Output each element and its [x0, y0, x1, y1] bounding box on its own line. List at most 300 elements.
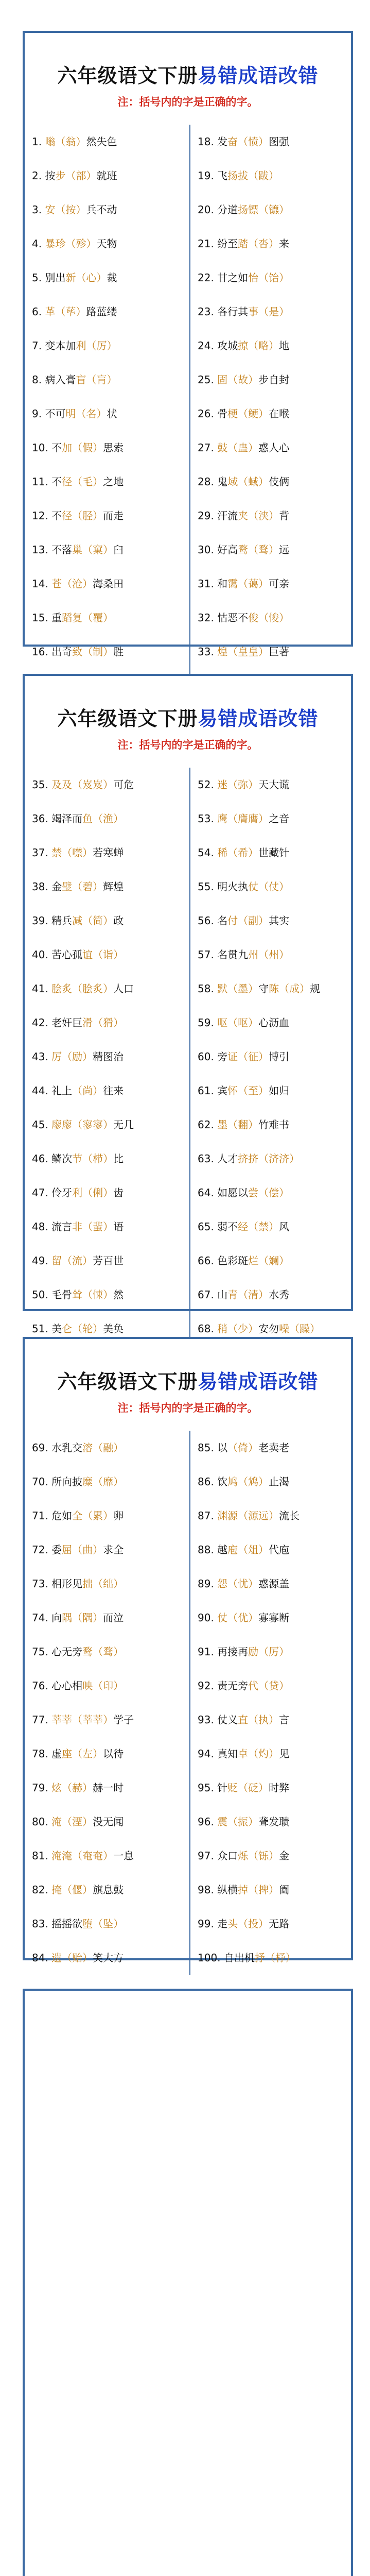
entry-text: 人才: [217, 1153, 238, 1165]
idiom-entry: [32, 1907, 186, 1941]
highlighted-char: （蜚）: [82, 1221, 114, 1233]
highlighted-char: （故）: [227, 374, 259, 386]
entry-number: 24.: [198, 340, 218, 352]
highlighted-char: （捭）: [248, 1884, 279, 1896]
highlighted-char: 利: [76, 340, 86, 352]
sheet-title: [25, 1366, 351, 1394]
entry-text: 按: [45, 170, 56, 182]
highlighted-char: 贬: [227, 1782, 238, 1794]
highlighted-char: 鹜: [82, 1646, 93, 1658]
highlighted-char: （融）: [93, 1442, 124, 1454]
entry-text: 重: [51, 612, 62, 624]
entry-text: 礼上: [51, 1084, 73, 1097]
entry-text: 水乳交: [51, 1442, 83, 1454]
entry-number: 67.: [198, 1289, 218, 1301]
entry-number: 36.: [32, 812, 52, 825]
entry-number: 89.: [198, 1578, 218, 1590]
highlighted-char: 复: [72, 612, 83, 624]
entry-text: 而泣: [103, 1612, 124, 1624]
idiom-entry: [198, 363, 352, 397]
highlighted-char: （躁）: [289, 1323, 321, 1335]
entry-text: 不: [51, 442, 62, 454]
entry-number: 26.: [198, 408, 218, 420]
entry-text: 海桑田: [93, 578, 124, 590]
highlighted-char: 默: [217, 982, 228, 995]
entry-text: 饮: [217, 1476, 228, 1488]
idiom-entry: [198, 836, 352, 870]
idiom-entry: [32, 1074, 186, 1108]
right-column: [198, 125, 352, 703]
entry-text: 不: [51, 476, 62, 488]
entry-number: 78.: [32, 1748, 52, 1760]
entry-text: 远: [279, 544, 290, 556]
entry-number: 46.: [32, 1153, 52, 1165]
highlighted-char: （墨）: [227, 982, 259, 995]
highlighted-char: 励: [248, 1646, 259, 1658]
highlighted-char: （尚）: [72, 1084, 103, 1097]
entry-number: 93.: [198, 1714, 218, 1726]
sheet-note: 注：括号内的字是正确的字。: [117, 739, 258, 751]
highlighted-char: （荜）: [55, 306, 86, 318]
highlighted-char: 径: [62, 476, 73, 488]
highlighted-char: （碧）: [72, 880, 103, 893]
entry-number: 60.: [198, 1050, 218, 1063]
entry-text: 芳百世: [93, 1255, 124, 1267]
entry-text: 背: [279, 510, 290, 522]
highlighted-char: （骛）: [93, 1646, 124, 1658]
idiom-entry: [32, 836, 186, 870]
highlighted-char: 座: [62, 1748, 73, 1760]
highlighted-char: （斓）: [258, 1255, 290, 1267]
idiom-entry: [198, 193, 352, 227]
highlighted-char: 代: [248, 1680, 259, 1692]
highlighted-char: 扬: [227, 170, 238, 182]
entry-number: 73.: [32, 1578, 52, 1590]
highlighted-char: 明: [65, 408, 76, 420]
highlighted-char: （简）: [82, 914, 114, 927]
highlighted-char: （弥）: [227, 778, 259, 791]
highlighted-char: 璧: [62, 880, 73, 893]
highlighted-char: 暴: [45, 238, 56, 250]
entry-text: 聋发聩: [258, 1816, 290, 1828]
highlighted-char: （优）: [227, 1612, 259, 1624]
highlighted-char: 新: [65, 272, 76, 284]
highlighted-char: （沧）: [62, 578, 93, 590]
entry-text: 天物: [96, 238, 117, 250]
highlighted-char: 屈: [62, 1544, 73, 1556]
entry-text: 安勿: [258, 1323, 279, 1335]
highlighted-char: （俐）: [82, 1187, 114, 1199]
idiom-entry: [198, 1635, 352, 1669]
idiom-entry: [32, 1567, 186, 1601]
highlighted-char: 掉: [238, 1884, 249, 1896]
idiom-entry: [32, 1210, 186, 1244]
entry-number: 95.: [198, 1782, 218, 1794]
highlighted-char: （镳）: [258, 204, 290, 216]
entry-text: 金: [51, 880, 62, 893]
highlighted-char: 噪: [279, 1323, 290, 1335]
entry-text: 纵横: [217, 1884, 238, 1896]
entry-text: 胜: [113, 646, 124, 658]
highlighted-char: 夹: [238, 510, 249, 522]
idiom-entry: [198, 1737, 352, 1771]
entry-number: 33.: [198, 646, 218, 658]
entry-number: 65.: [198, 1221, 218, 1233]
idiom-entry: [32, 1703, 186, 1737]
entry-number: 13.: [32, 544, 52, 556]
entry-text: 越: [217, 1544, 228, 1556]
highlighted-char: 抒: [254, 1952, 265, 1964]
highlighted-char: 非: [72, 1221, 83, 1233]
highlighted-char: （毛）: [72, 476, 103, 488]
idiom-entry: [198, 295, 352, 329]
highlighted-char: （希）: [227, 846, 259, 859]
highlighted-char: （绌）: [93, 1578, 124, 1590]
highlighted-char: 鼓: [217, 442, 228, 454]
entry-text: 好高: [217, 544, 238, 556]
idiom-entry: [198, 1176, 352, 1210]
idiom-entry: [198, 1805, 352, 1839]
title-part-blue: 易错成语改错: [198, 1370, 319, 1393]
sheet-note: 注：括号内的字是正确的字。: [117, 96, 258, 108]
entry-text: 无几: [113, 1118, 134, 1131]
entry-number: 23.: [198, 306, 218, 318]
entry-text: 心心相: [51, 1680, 83, 1692]
highlighted-char: （按）: [55, 204, 86, 216]
entry-number: 27.: [198, 442, 218, 454]
highlighted-char: （脍炙）: [72, 982, 114, 995]
entry-text: 兵不动: [86, 204, 117, 216]
entry-text: 自出机: [223, 1952, 255, 1964]
entry-text: 寡寡断: [258, 1612, 290, 1624]
highlighted-char: （禁）: [248, 1221, 279, 1233]
idiom-entry: [198, 261, 352, 295]
idiom-entry: [198, 1431, 352, 1465]
idiom-entry: [32, 768, 186, 802]
highlighted-char: 禁: [51, 846, 62, 859]
entry-number: 56.: [198, 914, 218, 927]
entry-text: 世藏针: [258, 846, 290, 859]
idiom-entry: [32, 1533, 186, 1567]
entry-text: 可亲: [269, 578, 290, 590]
idiom-entry: [198, 1941, 352, 1975]
entry-text: 精兵: [51, 914, 73, 927]
idiom-entry: [32, 1176, 186, 1210]
highlighted-char: （寥寥）: [72, 1118, 114, 1131]
highlighted-char: （励）: [62, 1050, 93, 1063]
entry-text: 宾: [217, 1084, 228, 1097]
entry-number: 42.: [32, 1016, 52, 1029]
highlighted-char: （悚）: [82, 1289, 114, 1301]
highlighted-char: 直: [238, 1714, 249, 1726]
entry-text: 地: [279, 340, 290, 352]
entry-text: 所向披: [51, 1476, 83, 1488]
column-divider: [189, 768, 190, 1346]
entry-number: 98.: [198, 1884, 218, 1896]
entry-text: 齿: [113, 1187, 124, 1199]
highlighted-char: （仗）: [258, 880, 290, 893]
idiom-entry: [32, 1771, 186, 1805]
idiom-entry: [32, 1278, 186, 1312]
highlighted-char: （奄奄）: [72, 1850, 114, 1862]
right-column: [198, 768, 352, 1346]
entry-number: 85.: [198, 1442, 218, 1454]
highlighted-char: 怀: [227, 1084, 238, 1097]
entry-number: 40.: [32, 948, 52, 961]
entry-number: 62.: [198, 1118, 218, 1131]
entry-number: 59.: [198, 1016, 218, 1029]
entry-text: 竹难书: [258, 1118, 290, 1131]
entry-number: 61.: [198, 1084, 218, 1097]
highlighted-char: 留: [51, 1255, 62, 1267]
highlighted-char: 鱼: [82, 812, 93, 825]
idiom-entry: [32, 1941, 186, 1975]
highlighted-char: （浃）: [248, 510, 279, 522]
idiom-entry: [198, 1465, 352, 1499]
entry-number: 16.: [32, 646, 52, 658]
idiom-entry: [198, 1873, 352, 1907]
entry-number: 15.: [32, 612, 52, 624]
highlighted-char: 脍炙: [51, 982, 73, 995]
entry-text: 可危: [113, 778, 134, 791]
entry-text: 攻城: [217, 340, 238, 352]
idiom-entry: [32, 1244, 186, 1278]
entry-text: 阖: [279, 1884, 290, 1896]
entry-number: 66.: [198, 1255, 218, 1267]
entry-text: 代庖: [269, 1544, 290, 1556]
entry-text: 走: [217, 1918, 228, 1930]
highlighted-char: 厉: [51, 1050, 62, 1063]
idiom-entry: [198, 1907, 352, 1941]
entry-text: 一息: [113, 1850, 134, 1862]
highlighted-char: 镖: [248, 204, 259, 216]
idiom-entry: [32, 465, 186, 499]
idiom-entry: [198, 1839, 352, 1873]
entry-text: 思索: [103, 442, 124, 454]
entry-number: 82.: [32, 1884, 52, 1896]
highlighted-char: 霭: [227, 578, 238, 590]
idiom-entry: [32, 1805, 186, 1839]
entry-number: 50.: [32, 1289, 52, 1301]
entry-text: 责无旁: [217, 1680, 249, 1692]
entry-text: 飞: [217, 170, 228, 182]
entry-text: 若寒蝉: [93, 846, 124, 859]
entry-number: 38.: [32, 880, 52, 893]
right-column: [198, 1431, 352, 1975]
title-part-black: 六年级语文下册: [57, 64, 198, 87]
highlighted-char: （投）: [238, 1918, 269, 1930]
entry-text: 不: [51, 510, 62, 522]
entry-text: 变本加: [45, 340, 76, 352]
entry-text: 发: [217, 135, 228, 148]
idiom-entry: [198, 567, 352, 601]
entry-text: 图强: [269, 135, 290, 148]
entry-number: 8.: [32, 374, 45, 386]
entry-text: 美: [51, 1323, 62, 1335]
entry-text: 之地: [103, 476, 124, 488]
entry-text: 时弊: [269, 1782, 290, 1794]
idiom-entry: [32, 193, 186, 227]
highlighted-char: 淹淹: [51, 1850, 73, 1862]
entry-text: 纷至: [217, 238, 238, 250]
entry-number: 4.: [32, 238, 45, 250]
highlighted-char: 遗: [51, 1952, 62, 1964]
title-part-black: 六年级语文下册: [57, 1370, 198, 1393]
entry-number: 45.: [32, 1118, 52, 1131]
highlighted-char: 踏: [238, 238, 249, 250]
highlighted-char: 堕: [82, 1918, 93, 1930]
highlighted-char: （征）: [238, 1050, 269, 1063]
entry-number: 100.: [198, 1952, 224, 1964]
idiom-entry: [198, 227, 352, 261]
entry-text: 美奂: [103, 1323, 124, 1335]
highlighted-char: （俎）: [238, 1544, 269, 1556]
entry-number: 48.: [32, 1221, 52, 1233]
idiom-entry: [198, 1771, 352, 1805]
entry-number: 84.: [32, 1952, 52, 1964]
entry-text: 状: [107, 408, 117, 420]
entry-number: 68.: [198, 1323, 218, 1335]
entry-number: 53.: [198, 812, 218, 825]
highlighted-char: （赫）: [62, 1782, 93, 1794]
idiom-entry: [32, 329, 186, 363]
highlighted-char: 耸: [72, 1289, 83, 1301]
highlighted-char: （忧）: [227, 1578, 259, 1590]
highlighted-char: （蜮）: [238, 476, 269, 488]
idiom-entry: [32, 1142, 186, 1176]
idiom-entry: [32, 295, 186, 329]
highlighted-char: 头: [227, 1918, 238, 1930]
highlighted-char: 拔: [238, 170, 249, 182]
idiom-entry: [198, 1278, 352, 1312]
entry-number: 92.: [198, 1680, 218, 1692]
highlighted-char: （济济）: [258, 1153, 300, 1165]
entry-number: 69.: [32, 1442, 52, 1454]
highlighted-char: 加: [62, 442, 73, 454]
sheet-title: [25, 703, 351, 731]
idiom-entry: [198, 397, 352, 431]
highlighted-char: （饴）: [258, 272, 290, 284]
idiom-entry: [32, 1465, 186, 1499]
entry-number: 63.: [198, 1153, 218, 1165]
idiom-entry: [32, 1040, 186, 1074]
idiom-entry: [32, 1737, 186, 1771]
title-part-black: 六年级语文下册: [57, 707, 198, 730]
highlighted-char: 溶: [82, 1442, 93, 1454]
entry-text: 守: [258, 982, 269, 995]
highlighted-char: （殄）: [65, 238, 97, 250]
highlighted-char: 巢: [72, 544, 83, 556]
entry-text: 色彩斑: [217, 1255, 249, 1267]
highlighted-char: （贷）: [258, 1680, 290, 1692]
highlighted-char: 渊源: [217, 1510, 238, 1522]
highlighted-char: （振）: [227, 1816, 259, 1828]
highlighted-char: 煌: [217, 646, 228, 658]
highlighted-char: （流）: [62, 1255, 93, 1267]
highlighted-char: （贻）: [62, 1952, 93, 1964]
highlighted-char: 盲: [76, 374, 86, 386]
highlighted-char: （制）: [82, 646, 114, 658]
entry-number: 58.: [198, 982, 218, 995]
highlighted-char: 嗡: [45, 135, 56, 148]
entry-text: 在喉: [269, 408, 290, 420]
highlighted-char: 墨: [217, 1118, 228, 1131]
entry-text: 伎俩: [269, 476, 290, 488]
entry-number: 7.: [32, 340, 45, 352]
entry-number: 35.: [32, 778, 52, 791]
entry-number: 14.: [32, 578, 52, 590]
column-divider: [189, 125, 190, 703]
sheet-1: [23, 31, 353, 658]
highlighted-char: （少）: [227, 1323, 259, 1335]
highlighted-char: （皇皇）: [227, 646, 269, 658]
entry-text: 而走: [103, 510, 124, 522]
entry-text: 竭泽而: [51, 812, 83, 825]
entry-text: 以: [217, 1442, 228, 1454]
highlighted-char: 隅: [62, 1612, 73, 1624]
entry-text: 就班: [96, 170, 117, 182]
entry-number: 25.: [198, 374, 218, 386]
entry-text: 以待: [103, 1748, 124, 1760]
highlighted-char: 拙: [82, 1578, 93, 1590]
idiom-entry: [198, 1006, 352, 1040]
highlighted-char: 尝: [248, 1187, 259, 1199]
idiom-entry: [198, 802, 352, 836]
entry-number: 3.: [32, 204, 45, 216]
left-column: [32, 768, 186, 1346]
highlighted-char: 域: [227, 476, 238, 488]
idiom-entry: [32, 1108, 186, 1142]
idiom-entry: [198, 329, 352, 363]
entry-text: 伶牙: [51, 1187, 73, 1199]
idiom-entry: [32, 1839, 186, 1873]
highlighted-char: 事: [248, 306, 259, 318]
idiom-entry: [198, 431, 352, 465]
highlighted-char: （蔼）: [238, 578, 269, 590]
entry-text: 如愿以: [217, 1187, 249, 1199]
idiom-entry: [198, 1567, 352, 1601]
entry-text: 相形见: [51, 1578, 83, 1590]
entry-text: 旗息鼓: [93, 1884, 124, 1896]
idiom-entry: [198, 465, 352, 499]
entry-text: 赫一时: [93, 1782, 124, 1794]
entry-text: 辉煌: [103, 880, 124, 893]
highlighted-char: （砭）: [238, 1782, 269, 1794]
idiom-entry: [32, 1669, 186, 1703]
entry-number: 87.: [198, 1510, 218, 1522]
idiom-entry: [198, 904, 352, 938]
entry-text: 风: [279, 1221, 290, 1233]
highlighted-char: 仗: [217, 1612, 228, 1624]
highlighted-char: （膺膺）: [227, 812, 269, 825]
entry-text: 和: [217, 578, 228, 590]
entry-text: 惑人心: [258, 442, 290, 454]
entry-number: 88.: [198, 1544, 218, 1556]
idiom-entry: [32, 1499, 186, 1533]
highlighted-char: （诣）: [93, 948, 124, 961]
highlighted-char: 梗: [227, 408, 238, 420]
highlighted-char: 映: [82, 1680, 93, 1692]
title-part-blue: 易错成语改错: [198, 64, 319, 87]
entry-text: 步自封: [258, 374, 290, 386]
highlighted-char: （靡）: [93, 1476, 124, 1488]
highlighted-char: 烁: [238, 1850, 249, 1862]
entry-text: 然: [113, 1289, 124, 1301]
highlighted-char: （沓）: [248, 238, 279, 250]
entry-text: 天大谎: [258, 778, 290, 791]
entry-number: 10.: [32, 442, 52, 454]
entry-text: 摇摇欲: [51, 1918, 83, 1930]
